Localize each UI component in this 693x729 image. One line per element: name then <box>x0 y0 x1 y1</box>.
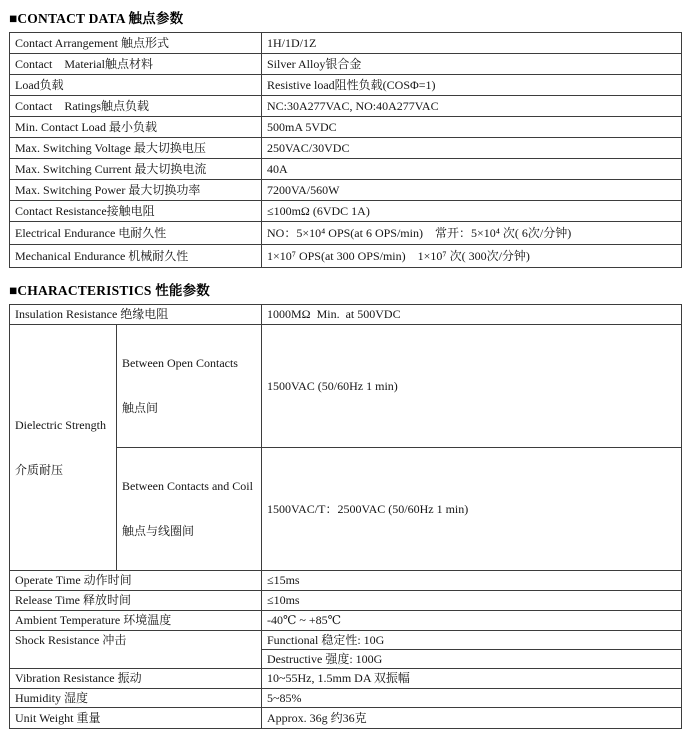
row-value: 1×10⁷ OPS(at 300 OPS/min) 1×10⁷ 次( 300次/分钟) <box>262 245 682 268</box>
row-sublabel-contacts-coil <box>117 448 262 571</box>
row-value: NO：5×10⁴ OPS(at 6 OPS/min) 常开：5×10⁴ 次( 6次/分钟) <box>262 222 682 245</box>
characteristics-table <box>9 304 682 729</box>
table-row <box>10 54 682 75</box>
row-label: Max. Switching Power 最大切换功率 <box>10 180 262 201</box>
row-label: Humidity 湿度 <box>10 689 262 708</box>
table-row <box>10 33 682 54</box>
table-row <box>10 708 682 729</box>
row-label: Ambient Temperature 环境温度 <box>10 611 262 631</box>
table-row <box>10 611 682 631</box>
row-label: Contact Resistance接触电阻 <box>10 201 262 222</box>
row-label-shock-resistance: Shock Resistance 冲击 <box>10 631 262 669</box>
row-value: 5~85% <box>262 689 682 708</box>
table-row <box>10 305 682 325</box>
row-sublabel-line-en: Between Contacts and Coil <box>122 479 253 493</box>
table-row <box>10 159 682 180</box>
row-label: Load负载 <box>10 75 262 96</box>
row-value: 500mA 5VDC <box>262 117 682 138</box>
contact-data-section-title: ■CONTACT DATA 触点参数 <box>9 11 184 26</box>
table-row <box>10 571 682 591</box>
row-label: Max. Switching Current 最大切换电流 <box>10 159 262 180</box>
row-value: 1500VAC (50/60Hz 1 min) <box>262 325 682 448</box>
row-value: 10~55Hz, 1.5mm DA 双振幅 <box>262 669 682 689</box>
row-value: 1500VAC/T：2500VAC (50/60Hz 1 min) <box>262 448 682 571</box>
table-row <box>10 669 682 689</box>
row-label: Contact Material触点材料 <box>10 54 262 75</box>
row-value: 250VAC/30VDC <box>262 138 682 159</box>
row-value: -40℃ ~ +85℃ <box>262 611 682 631</box>
contact-data-table <box>9 32 682 268</box>
table-row <box>10 325 682 448</box>
row-label-line-en: Dielectric Strength <box>15 417 106 432</box>
row-label-dielectric-strength <box>10 325 117 571</box>
table-row <box>10 591 682 611</box>
table-row <box>10 245 682 268</box>
table-row <box>10 201 682 222</box>
table-row <box>10 222 682 245</box>
row-sublabel-line-en: Between Open Contacts <box>122 356 238 370</box>
row-value: ≤15ms <box>262 571 682 591</box>
table-row <box>10 689 682 708</box>
table-row <box>10 96 682 117</box>
table-row <box>10 631 682 650</box>
row-value: ≤10ms <box>262 591 682 611</box>
row-label: Contact Ratings触点负载 <box>10 96 262 117</box>
row-value: NC:30A277VAC, NO:40A277VAC <box>262 96 682 117</box>
row-sublabel-line-zh: 触点间 <box>122 401 159 415</box>
row-label: Contact Arrangement 触点形式 <box>10 33 262 54</box>
row-value-shock-destructive: Destructive 强度: 100G <box>262 650 682 669</box>
table-row <box>10 138 682 159</box>
row-value: 1000MΩ Min. at 500VDC <box>262 305 682 325</box>
table-row <box>10 117 682 138</box>
row-label: Unit Weight 重量 <box>10 708 262 729</box>
row-label: Insulation Resistance 绝缘电阻 <box>10 305 262 325</box>
row-value-shock-functional: Functional 稳定性: 10G <box>262 631 682 650</box>
row-label: Release Time 释放时间 <box>10 591 262 611</box>
row-value: Approx. 36g 约36克 <box>262 708 682 729</box>
table-row <box>10 75 682 96</box>
row-sublabel-open-contacts <box>117 325 262 448</box>
row-value: 7200VA/560W <box>262 180 682 201</box>
row-label: Electrical Endurance 电耐久性 <box>10 222 262 245</box>
row-sublabel-line-zh: 触点与线圈间 <box>122 524 195 538</box>
row-label: Vibration Resistance 振动 <box>10 669 262 689</box>
row-label: Min. Contact Load 最小负载 <box>10 117 262 138</box>
row-label-line-zh: 介质耐压 <box>15 462 64 477</box>
row-label: Max. Switching Voltage 最大切换电压 <box>10 138 262 159</box>
table-row <box>10 180 682 201</box>
row-label: Operate Time 动作时间 <box>10 571 262 591</box>
characteristics-section-title: ■CHARACTERISTICS 性能参数 <box>9 283 211 298</box>
row-value: Silver Alloy银合金 <box>262 54 682 75</box>
row-label: Mechanical Endurance 机械耐久性 <box>10 245 262 268</box>
row-value: ≤100mΩ (6VDC 1A) <box>262 201 682 222</box>
row-value: 40A <box>262 159 682 180</box>
row-value: Resistive load阻性负载(COSΦ=1) <box>262 75 682 96</box>
row-value: 1H/1D/1Z <box>262 33 682 54</box>
